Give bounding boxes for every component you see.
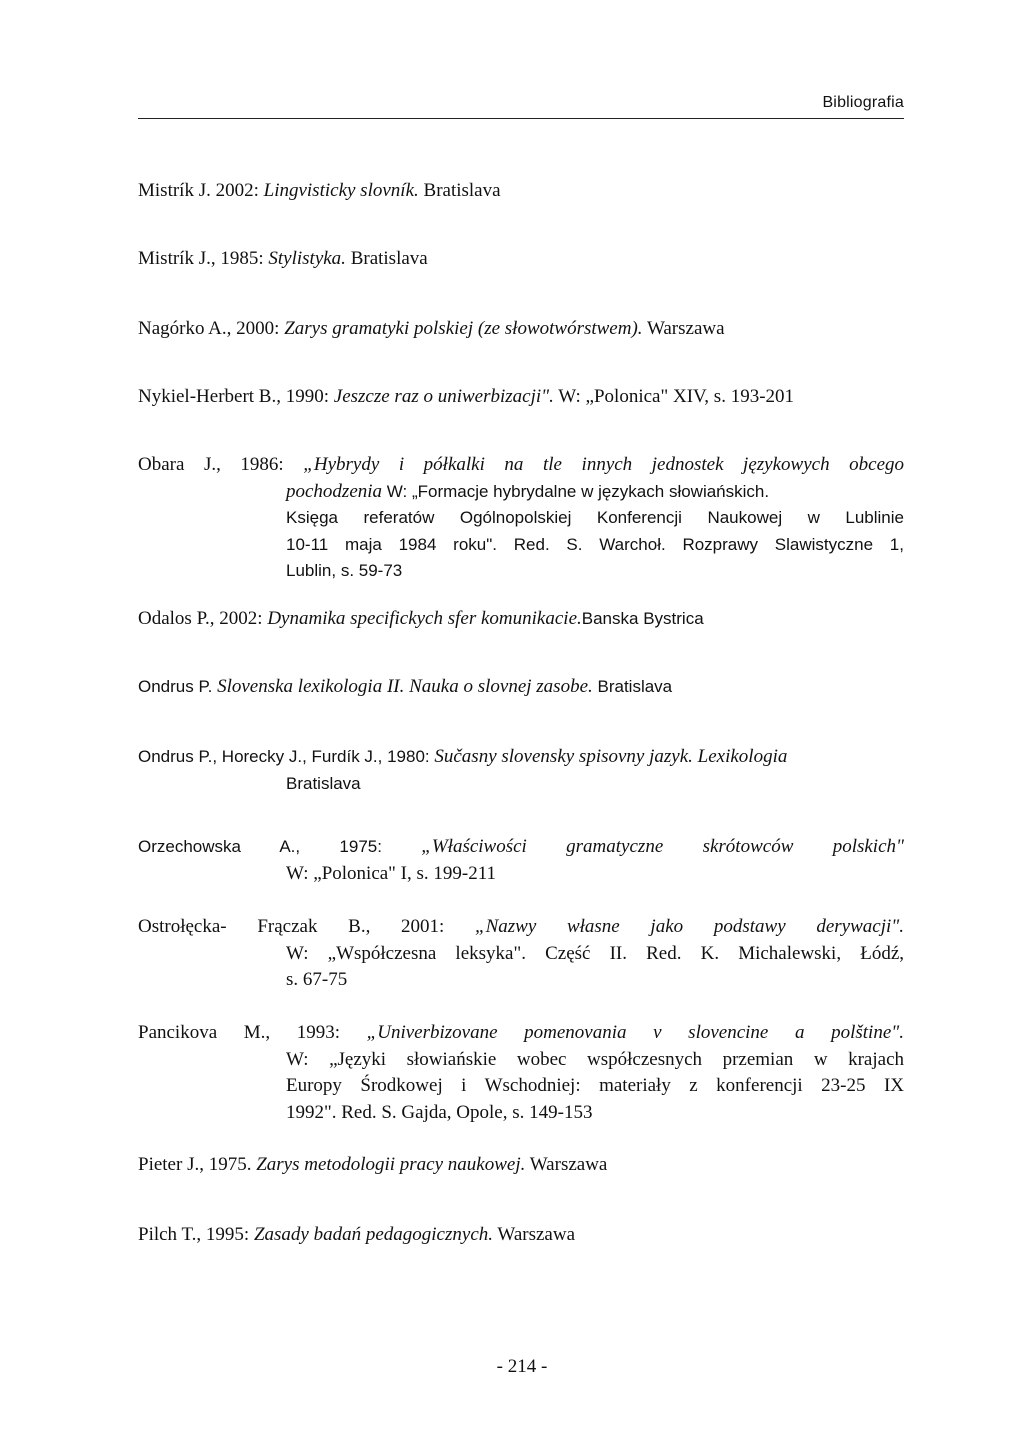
bibliography-entry: Ostrołęcka- Frączak B., 2001: „Nazwy własne jako podstawy derywacji". W: „Współczesna leksyka". Część II. Red. K. Michalewski, Łódź, s. 67-75 [138,916,904,990]
bibliography-entry: Orzechowska A., 1975: „Właściwości gramatyczne skrótowców polskich" W: „Polonica" I, s. 199-211 [138,836,904,884]
running-header-title: Bibliografia [822,94,904,111]
bibliography-entry: Pilch T., 1995: Zasady badań pedagogicznych. Warszawa [138,1224,576,1245]
bibliography-entry: Nagórko A., 2000: Zarys gramatyki polskiej (ze słowotwórstwem). Warszawa [138,318,725,339]
bibliography-entry: Nykiel-Herbert B., 1990: Jeszcze raz o uniwerbizacji". W: „Polonica" XIV, s. 193-201 [138,386,795,407]
bibliography-entry: Mistrík J., 1985: Stylistyka. Bratislava [138,248,428,269]
bibliography-entry: Odalos P., 2002: Dynamika specifickych sfer komunikacie.Banska Bystrica [138,608,704,629]
bibliography-entry: Ondrus P., Horecky J., Furdík J., 1980: Sučasny slovensky spisovny jazyk. Lexikologia Bratislava [138,746,788,793]
bibliography-entry: Ondrus P. Slovenska lexikologia II. Nauka o slovnej zasobe. Bratislava [138,676,673,697]
header-rule [138,118,904,119]
bibliography-entry: Pieter J., 1975. Zarys metodologii pracy naukowej. Warszawa [138,1154,608,1175]
bibliography-entry: Pancikova M., 1993: „Univerbizovane pomenovania v slovencine a polštine". W: „Języki słowiańskie wobec współczesnych przemian w krajach Europy Środkowej i Wschodniej: materiały z konferencji 23-25 IX 1992". Red. S. Gajda, Opole, s. 149-153 [138,1022,904,1123]
page-number: - 214 - [496,1356,548,1377]
bibliography-entry: Obara J., 1986: „Hybrydy i półkalki na tle innych jednostek językowych obcego pochodzenia W: „Formacje hybrydalne w językach słowiańskich. Księga referatów Ogólnopolskiej Konferencji Naukowej w Lublinie 10-11 maja 1984 roku". Red. S. Warchoł. Rozprawy Slawistyczne 1, Lublin, s. 59-73 [138,454,904,580]
bibliography-entry: Mistrík J. 2002: Lingvisticky slovník. Bratislava [138,180,501,201]
